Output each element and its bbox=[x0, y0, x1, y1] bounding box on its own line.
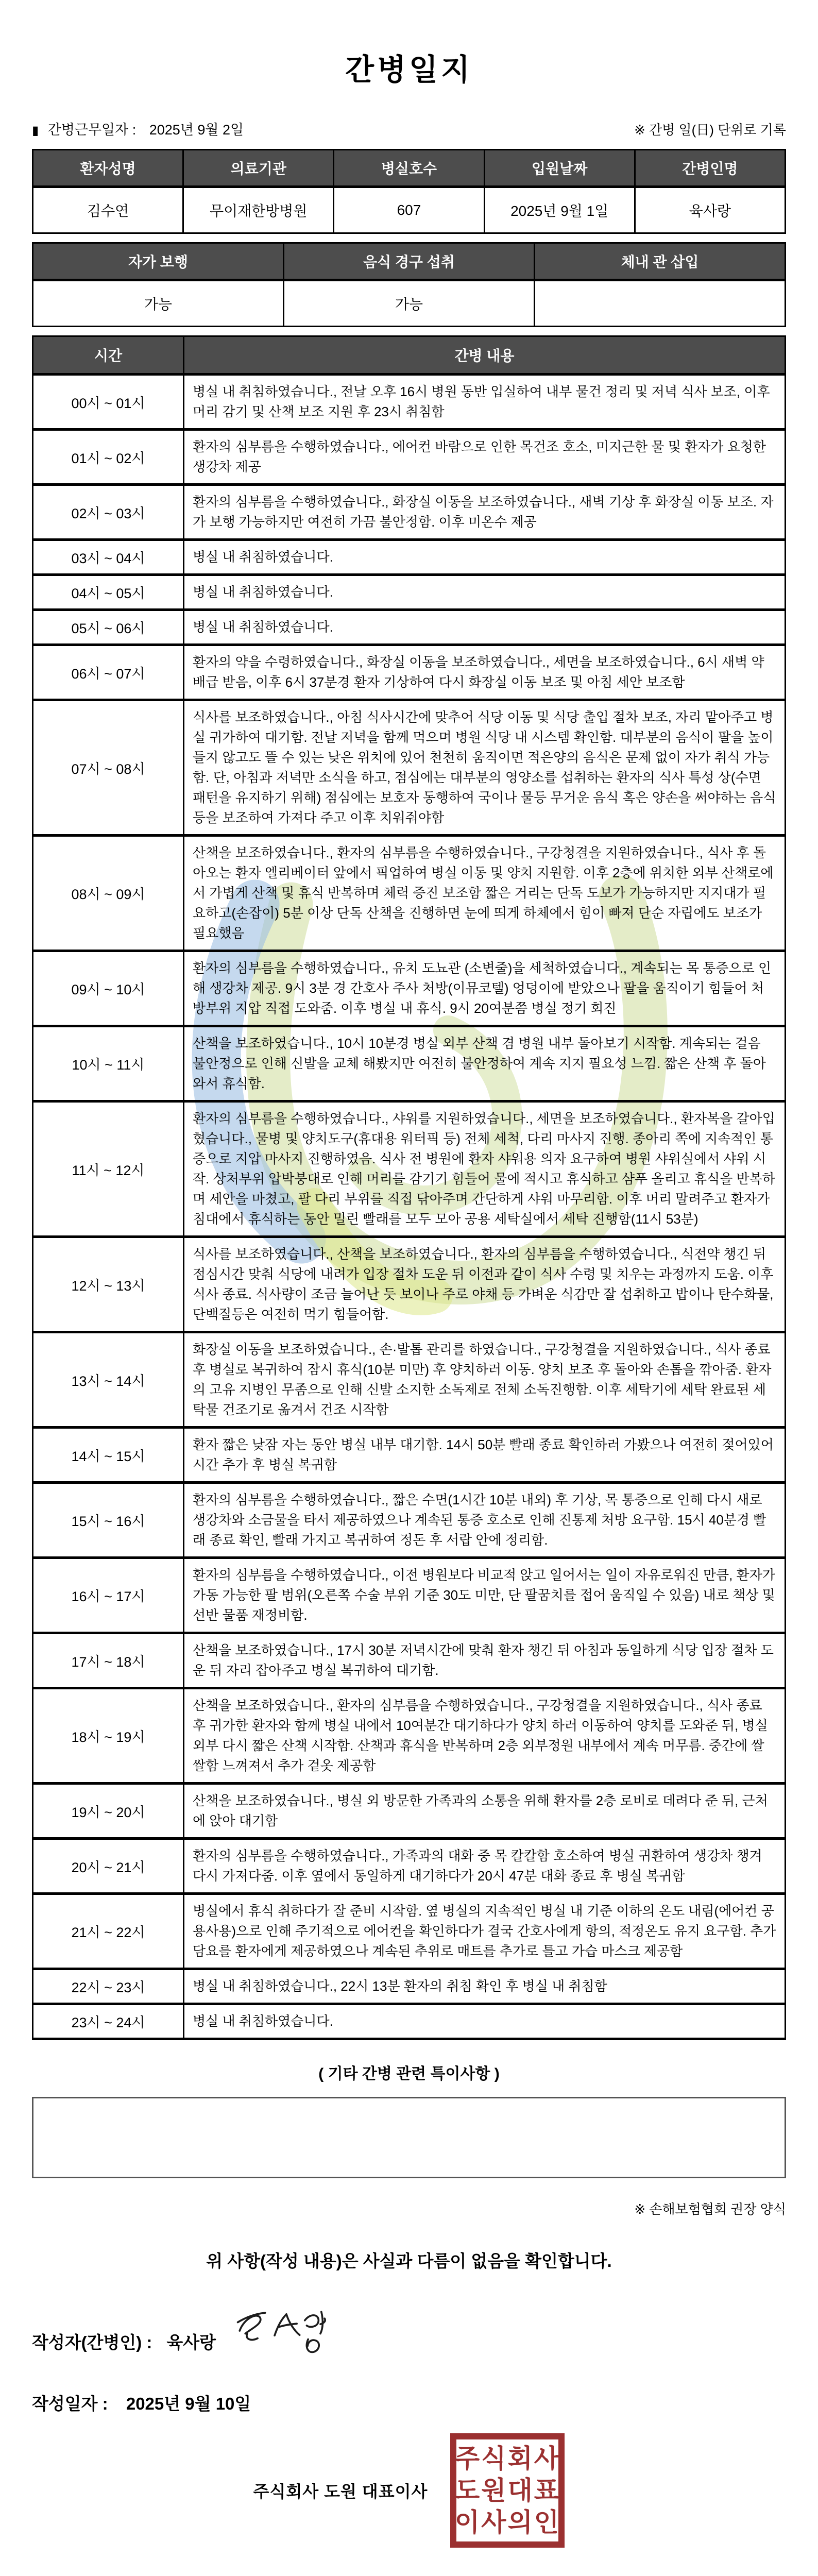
meta-row bbox=[32, 118, 786, 139]
value-caregiver-name: 육사랑 bbox=[635, 187, 785, 233]
care-time-range: 12시 ~ 13시 bbox=[33, 1237, 184, 1332]
care-time-range: 00시 ~ 01시 bbox=[33, 375, 184, 430]
unit-note: ※ 간병 일(日) 단위로 기록 bbox=[634, 122, 786, 138]
page-title: 간병일지 bbox=[345, 53, 473, 87]
patient-info-header-row bbox=[33, 150, 786, 187]
care-time-range: 10시 ~ 11시 bbox=[33, 1026, 184, 1101]
care-table-row bbox=[33, 610, 786, 645]
care-time-range: 23시 ~ 24시 bbox=[33, 2004, 184, 2039]
care-time-range: 08시 ~ 09시 bbox=[33, 836, 184, 951]
care-table-row bbox=[33, 575, 786, 610]
care-content-text: 환자의 심부름을 수행하였습니다., 화장실 이동을 보조하였습니다., 새벽 기상 후 화장실 이동 보조. 자가 보행 가능하지만 여전히 가끔 불안정함. 이후 미온수 제공 bbox=[184, 485, 786, 540]
care-table-row bbox=[33, 1688, 786, 1784]
care-table-row bbox=[33, 1784, 786, 1839]
care-content-text: 환자의 심부름을 수행하였습니다., 이전 병원보다 비교적 앉고 일어서는 일이 자유로워진 만큼, 환자가 가동 가능한 팔 범위(오른쪽 수술 부위 기준 30도 미만, 단 팔꿈치를 접어 움직일 수 있음) 내로 책상 및 선반 물품 재정비함. bbox=[184, 1558, 786, 1633]
care-content-text: 식사를 보조하였습니다., 아침 식사시간에 맞추어 식당 이동 및 식당 출입 절차 보조, 자리 맡아주고 병실 귀가하여 대기함. 전날 저녁을 함께 먹으며 병원 식당 내 시스템 확인함. 대부분의 음식이 팔을 높이 들지 않고도 뜰 수 있는 낮은 위치에 있어 천천히 움직이면 적은양의 음식은 문제 없이 자가 취식 가능함. 단, 아침과 저녁만 소식을 하고, 점심에는 대부분의 영양소를 섭취하는 환자의 식사 특성 상(수면 패턴을 유지하기 위해) 점심에는 보호자 동행하여 국이나 물등 무거운 음식 혹은 양손을 써야하는 음식등을 보조하여 가져다 주고 이후 치워줘야함 bbox=[184, 700, 786, 836]
header-tube-insertion: 체내 관 삽입 bbox=[535, 243, 786, 280]
care-content-text: 환자의 심부름을 수행하였습니다., 가족과의 대화 중 목 칼칼함 호소하여 병실 귀환하여 생강차 챙겨 다시 가져다줌. 이후 옆에서 동일하게 대기하다가 20시 47분 대화 종료 후 병실 복귀함 bbox=[184, 1839, 786, 1894]
care-table-row bbox=[33, 540, 786, 575]
header-oral-intake: 음식 경구 섭취 bbox=[284, 243, 535, 280]
work-date-line bbox=[32, 118, 244, 139]
care-content-text: 병실 내 취침하였습니다. bbox=[184, 2004, 786, 2039]
care-content-text: 화장실 이동을 보조하였습니다., 손·발톱 관리를 하였습니다., 구강청결을 지원하였습니다., 식사 종료 후 병실로 복귀하여 잠시 휴식(10분 미만) 후 양치하러 이동. 양치 보조 후 돌아와 손톱을 깎아줌. 환자의 고유 지병인 무좀으로 인해 신발 소지한 소독제로 전체 소독진행함. 이후 세탁기에 세탁 완료된 세탁물 건조기로 옮겨서 건조 시작함 bbox=[184, 1332, 786, 1428]
patient-info-value-row bbox=[33, 187, 786, 233]
care-table-row bbox=[33, 1839, 786, 1894]
care-table-row bbox=[33, 700, 786, 836]
care-time-range: 07시 ~ 08시 bbox=[33, 700, 184, 836]
write-date-value: 2025년 9월 10일 bbox=[126, 2394, 251, 2413]
patient-status-header-row bbox=[33, 243, 786, 280]
care-time-range: 01시 ~ 02시 bbox=[33, 430, 184, 485]
care-table-row bbox=[33, 1026, 786, 1101]
care-time-range: 18시 ~ 19시 bbox=[33, 1688, 184, 1784]
header-admission-date: 입원날짜 bbox=[484, 150, 635, 187]
confirmation-statement: 위 사항(작성 내용)은 사실과 다름이 없음을 확인합니다. bbox=[206, 2251, 612, 2270]
care-content-text: 병실 내 취침하였습니다., 전날 오후 16시 병원 동반 입실하여 내부 물건 정리 및 저녁 식사 보조, 이후 머리 감기 및 산책 보조 지원 후 23시 취침함 bbox=[184, 375, 786, 430]
company-line bbox=[32, 2433, 786, 2576]
corporate-seal-stamp bbox=[450, 2433, 565, 2548]
extra-section-title: ( 기타 간병 관련 특이사항 ) bbox=[318, 2065, 500, 2082]
care-content-text: 산책을 보조하였습니다., 환자의 심부름을 수행하였습니다., 구강청결을 지원하였습니다., 식사 후 돌아오는 환자 엘리베이터 앞에서 픽업하여 병실 이동 및 양치 지원함. 이후 2층에 위치한 외부 산책로에서 가볍게 산책 및 휴식 반복하며 체력 증진 보조함 짧은 거리는 단독 도보가 가능하지만 지지대가 필요하고(손잡이) 5분 이상 단독 산책을 진행하면 눈에 띄게 하체에서 힘이 빠져 단순 자립에도 보조가 필요했음 bbox=[184, 836, 786, 951]
care-time-range: 17시 ~ 18시 bbox=[33, 1633, 184, 1688]
write-date-label: 작성일자 : bbox=[32, 2394, 108, 2413]
care-table-row bbox=[33, 1969, 786, 2004]
care-content-text: 병실 내 취침하였습니다. bbox=[184, 575, 786, 610]
care-table-row bbox=[33, 1633, 786, 1688]
write-date-line bbox=[32, 2391, 786, 2415]
header-caregiver-name: 간병인명 bbox=[635, 150, 785, 187]
care-time-range: 02시 ~ 03시 bbox=[33, 485, 184, 540]
header-time: 시간 bbox=[33, 336, 184, 375]
care-table-row bbox=[33, 645, 786, 700]
care-log-table bbox=[32, 335, 786, 2040]
care-table-row bbox=[33, 836, 786, 951]
writer-line bbox=[32, 2317, 786, 2365]
care-content-text: 산책을 보조하였습니다., 10시 10분경 병실 외부 산책 겸 병원 내부 돌아보기 시작함. 계속되는 걸음 불안정으로 인해 신발을 교체 해봤지만 여전히 불안정하여 계속 지지 필요성 느낌. 짧은 산책 후 돌아와서 휴식함. bbox=[184, 1026, 786, 1101]
stamp-line-2: 도원대표 bbox=[454, 2476, 561, 2505]
care-table-row bbox=[33, 430, 786, 485]
care-table-row bbox=[33, 951, 786, 1026]
care-content-text: 식사를 보조하였습니다., 산책을 보조하였습니다., 환자의 심부름을 수행하였습니다., 식전약 챙긴 뒤 점심시간 맞춰 식당에 내려가 입장 절차 도운 뒤 이전과 같이 식사 수령 및 치우는 과정까지 도움. 이후 식사 종료. 식사량이 조금 늘어난 듯 보이나 주로 야채 등 가벼운 식감만 잘 섭취하고 밥이나 탄수화물, 단백질등은 여전히 먹기 힘들어함. bbox=[184, 1237, 786, 1332]
care-time-range: 06시 ~ 07시 bbox=[33, 645, 184, 700]
care-table-row bbox=[33, 1558, 786, 1633]
care-table-row bbox=[33, 1332, 786, 1428]
writer-name: 육사랑 bbox=[166, 2332, 216, 2352]
value-patient-name: 김수연 bbox=[33, 187, 183, 233]
care-content-text: 병실에서 휴식 취하다가 잘 준비 시작함. 옆 병실의 지속적인 병실 내 기준 이하의 온도 내림(에어컨 공용사용)으로 인해 주기적으로 에어컨을 확인하다가 결국 간호사에게 항의, 적정온도 유지 요구함. 추가 담요를 환자에게 제공하였으나 계속된 추위로 매트를 추가로 틀고 가습 마스크 제공함 bbox=[184, 1894, 786, 1969]
company-name-text: 주식회사 도원 대표이사 bbox=[253, 2482, 428, 2501]
care-table-body bbox=[33, 375, 786, 2039]
value-tube-insertion bbox=[535, 280, 786, 327]
value-oral-intake: 가능 bbox=[284, 280, 535, 327]
care-content-text: 산책을 보조하였습니다., 환자의 심부름을 수행하였습니다., 구강청결을 지원하였습니다., 식사 종료 후 귀가한 환자와 함께 병실 내에서 10여분간 대기하다가 양치 하러 이동하여 양치를 도와준 뒤, 병실 외부 다시 짧은 산책 시작함. 산책과 휴식을 반복하며 2층 외부정원 내부에서 계속 머무름. 중간에 쌀쌀함 느껴져서 추가 겉옷 제공함 bbox=[184, 1688, 786, 1784]
care-table-row bbox=[33, 1483, 786, 1558]
stamp-line-3: 이사의인 bbox=[454, 2508, 561, 2537]
care-time-range: 22시 ~ 23시 bbox=[33, 1969, 184, 2004]
patient-status-table bbox=[32, 242, 786, 327]
care-content-text: 환자의 약을 수령하였습니다., 화장실 이동을 보조하였습니다., 세면을 보조하였습니다., 6시 새벽 약 배급 받음, 이후 6시 37분경 환자 기상하여 다시 화장실 이동 보조 및 아침 세안 보조함 bbox=[184, 645, 786, 700]
care-content-text: 환자의 심부름을 수행하였습니다., 유치 도뇨관 (소변줄)을 세척하였습니다., 계속되는 목 통증으로 인해 생강차 제공. 9시 3분 경 간호사 주사 처방(이뮤코텔) 엉덩이에 받았으나 팔을 움직이기 힘들어 처방부위 지압 직접 도와줌. 이후 병실 내 휴식. 9시 20여분쯤 병실 정기 회진 bbox=[184, 951, 786, 1026]
header-self-walking: 자가 보행 bbox=[33, 243, 284, 280]
care-content-text: 산책을 보조하였습니다., 17시 30분 저녁시간에 맞춰 환자 챙긴 뒤 아침과 동일하게 식당 입장 절차 도운 뒤 자리 잡아주고 병실 복귀하여 대기함. bbox=[184, 1633, 786, 1688]
care-content-text: 환자 짧은 낮잠 자는 동안 병실 내부 대기함. 14시 50분 빨래 종료 확인하러 가봤으나 여전히 젖어있어 시간 추가 후 병실 복귀함 bbox=[184, 1428, 786, 1483]
care-time-range: 03시 ~ 04시 bbox=[33, 540, 184, 575]
care-content-text: 병실 내 취침하였습니다. bbox=[184, 540, 786, 575]
care-time-range: 11시 ~ 12시 bbox=[33, 1101, 184, 1237]
care-table-row bbox=[33, 1237, 786, 1332]
care-time-range: 20시 ~ 21시 bbox=[33, 1839, 184, 1894]
handwritten-signature bbox=[229, 2308, 332, 2365]
extra-notes-box[interactable] bbox=[32, 2097, 786, 2178]
value-self-walking: 가능 bbox=[33, 280, 284, 327]
care-content-text: 환자의 심부름을 수행하였습니다., 샤워를 지원하였습니다., 세면을 보조하였습니다., 환자복을 갈아입혔습니다., 물병 및 양치도구(휴대용 워터픽 등) 전체 세척, 다리 마사지 진행. 종아리 쪽에 지속적인 통증으로 지압 마사지 진행하였음. 식사 전 병원에 환자 샤워용 의자 요구하여 병원 샤워실에서 샤워 시작. 상처부위 압박붕대로 인해 머리를 감기기 힘들어 물에 적시고 휴식하고 샴푸 올리고 휴식을 반복하며 세안을 마쳤고, 팔 다리 부위를 직접 닦아주며 간단하게 샤워 마무리함. 이후 머리 말려주고 환자가 침대에서 휴식하는 동안 밀린 빨래를 모두 모아 공용 세탁실에서 세탁 진행함(11시 53분) bbox=[184, 1101, 786, 1237]
care-time-range: 05시 ~ 06시 bbox=[33, 610, 184, 645]
value-room-number: 607 bbox=[334, 187, 484, 233]
care-time-range: 04시 ~ 05시 bbox=[33, 575, 184, 610]
header-medical-institution: 의료기관 bbox=[183, 150, 334, 187]
care-table-row bbox=[33, 375, 786, 430]
care-table-header-row bbox=[33, 336, 786, 375]
care-time-range: 15시 ~ 16시 bbox=[33, 1483, 184, 1558]
care-content-text: 환자의 심부름을 수행하였습니다., 에어컨 바람으로 인한 목건조 호소, 미지근한 물 및 환자가 요청한 생강차 제공 bbox=[184, 430, 786, 485]
header-patient-name: 환자성명 bbox=[33, 150, 183, 187]
care-time-range: 19시 ~ 20시 bbox=[33, 1784, 184, 1839]
square-bullet-icon: ▮ bbox=[32, 124, 39, 138]
header-room-number: 병실호수 bbox=[334, 150, 484, 187]
work-date-value: 2025년 9월 2일 bbox=[149, 122, 244, 138]
care-time-range: 13시 ~ 14시 bbox=[33, 1332, 184, 1428]
care-content-text: 산책을 보조하였습니다., 병실 외 방문한 가족과의 소통을 위해 환자를 2층 로비로 데려다 준 뒤, 근처에 앉아 대기함 bbox=[184, 1784, 786, 1839]
care-time-range: 14시 ~ 15시 bbox=[33, 1428, 184, 1483]
recommended-form-note: ※ 손해보험협회 권장 양식 bbox=[634, 2201, 786, 2217]
header-care-content: 간병 내용 bbox=[184, 336, 786, 375]
work-date-label: 간병근무일자 : bbox=[47, 122, 137, 138]
writer-label: 작성자(간병인) : bbox=[32, 2332, 152, 2352]
care-content-text: 환자의 심부름을 수행하였습니다., 짧은 수면(1시간 10분 내외) 후 기상, 목 통증으로 인해 다시 새로 생강차와 소금물을 타서 제공하였으나 계속된 통증 호소로 인해 진통제 처방 요구함. 15시 40분경 빨래 종료 확인, 빨래 가지고 복귀하여 정돈 후 서랍 안에 정리함. bbox=[184, 1483, 786, 1558]
care-time-range: 09시 ~ 10시 bbox=[33, 951, 184, 1026]
care-table-row bbox=[33, 1894, 786, 1969]
care-table-row bbox=[33, 1428, 786, 1483]
value-admission-date: 2025년 9월 1일 bbox=[484, 187, 635, 233]
care-time-range: 16시 ~ 17시 bbox=[33, 1558, 184, 1633]
care-content-text: 병실 내 취침하였습니다., 22시 13분 환자의 취침 확인 후 병실 내 취침함 bbox=[184, 1969, 786, 2004]
care-table-row bbox=[33, 485, 786, 540]
care-table-row bbox=[33, 1101, 786, 1237]
patient-info-table bbox=[32, 149, 786, 234]
care-table-row bbox=[33, 2004, 786, 2039]
patient-status-value-row bbox=[33, 280, 786, 327]
care-time-range: 21시 ~ 22시 bbox=[33, 1894, 184, 1969]
care-content-text: 병실 내 취침하였습니다. bbox=[184, 610, 786, 645]
value-medical-institution: 무이재한방병원 bbox=[183, 187, 334, 233]
stamp-line-1: 주식회사 bbox=[454, 2444, 561, 2473]
